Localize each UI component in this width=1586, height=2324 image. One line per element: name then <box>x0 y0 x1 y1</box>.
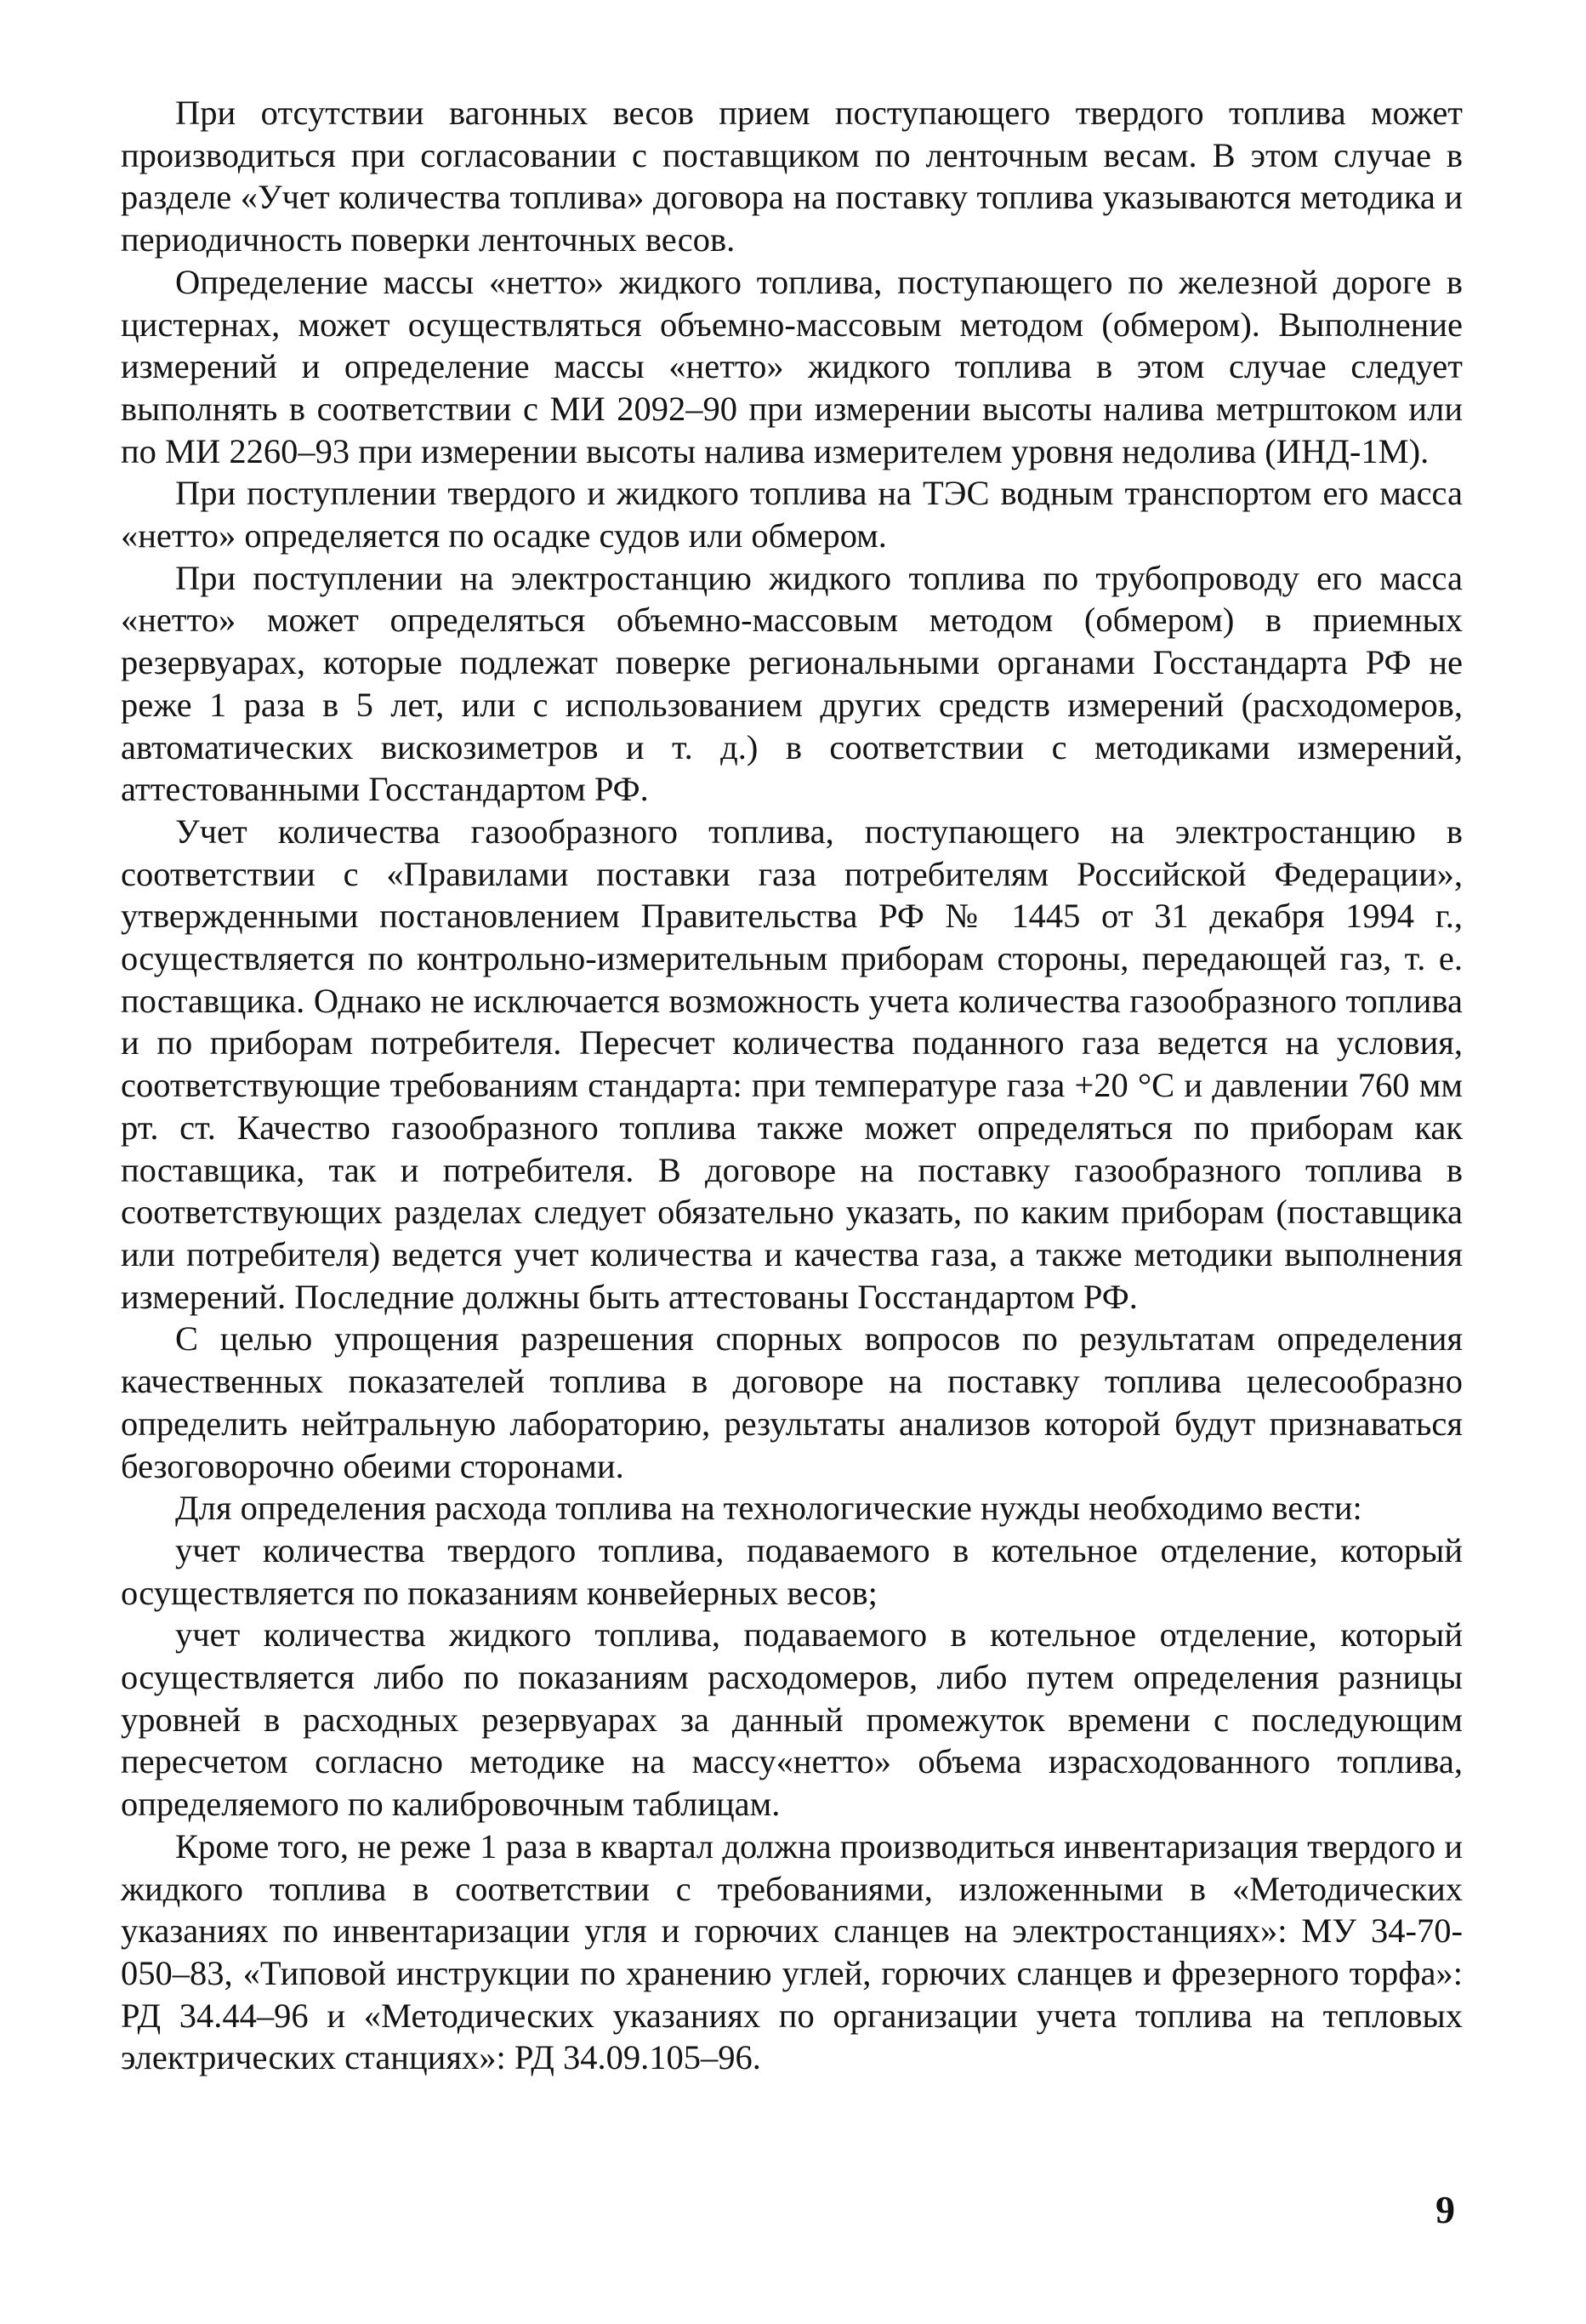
paragraph-7: Для определения расхода топлива на технологические нужды необходимо вести: <box>175 1489 1362 1528</box>
paragraph-6: С целью упрощения разрешения спорных вопросов по результатам определения качественных показателей топлива в договоре на поставку топлива целесообразно определить нейтральную лабораторию, результаты анализов которой будут признаваться безоговорочно обеими сторонами. <box>121 1319 1463 1485</box>
page-body <box>121 92 1463 2079</box>
paragraph-4: При поступлении на электростанцию жидкого топлива по трубопроводу его масса «нетто» может определяться объемно-массовым методом (обмером) в приемных резервуарах, которые подлежат поверке региональными органами Госстандарта РФ не реже 1 раза в 5 лет, или с использованием других средств измерений (расходомеров, автоматических вискозиметров и т. д.) в соответствии с методиками измерений, аттестованными Госстандартом РФ. <box>121 558 1463 809</box>
paragraph-3: При поступлении твердого и жидкого топлива на ТЭС водным транспортом его масса «нетто» определяется по осадке судов или обмером. <box>121 474 1463 555</box>
paragraph-10: Кроме того, не реже 1 раза в квартал должна производиться инвентаризация твердого и жидкого топлива в соответствии с требованиями, изложенными в «Методических указаниях по инвентаризации угля и горючих сланцев на электростанциях»: МУ 34-70-050–83, «Типовой инструкции по хранению углей, горючих сланцев и фрезерного торфа»: РД 34.44–96 и «Методических указаниях по организации учета топлива на тепловых электрических станциях»: РД 34.09.105–96. <box>121 1826 1463 2077</box>
paragraph-9: учет количества жидкого топлива, подаваемого в котельное отделение, который осуществляется либо по показаниям расходомеров, либо путем определения разницы уровней в расходных резервуарах за данный промежуток времени с последующим пересчетом согласно методике на массу«нетто» объема израсходованного топлива, определяемого по калибровочным таблицам. <box>121 1615 1463 1824</box>
paragraph-5: Учет количества газообразного топлива, поступающего на электростанцию в соответствии с «Правилами поставки газа потребителям Российской Федерации», утвержденными постановлением Правительства РФ № 1445 от 31 декабря 1994 г., осуществляется по контрольно-измерительным приборам стороны, передающей газ, т. е. поставщика. Однако не исключается возможность учета количества газообразного топлива и по приборам потребителя. Пересчет количества поданного газа ведется на условия, соответствующие требованиям стандарта: при температуре газа +20 °С и давлении 760 мм рт. ст. Качество газообразного топлива также может определяться по приборам как поставщика, так и потребителя. В договоре на поставку газообразного топлива в соответствующих разделах следует обязательно указать, по каким приборам (поставщика или потребителя) ведется учет количества и качества газа, а также методики выполнения измерений. Последние должны быть аттестованы Госстандартом РФ. <box>121 812 1463 1316</box>
paragraph-2: Определение массы «нетто» жидкого топлива, поступающего по железной дороге в цистернах, может осуществляться объемно-массовым методом (обмером). Выполнение измерений и определение массы «нетто» жидкого топлива в этом случае следует выполнять в соответствии с МИ 2092–90 при измерении высоты налива метрштоком или по МИ 2260–93 при измерении высоты налива измерителем уровня недолива (ИНД-1М). <box>121 262 1463 470</box>
page-number: 9 <box>1435 2188 1455 2231</box>
paragraph-8: учет количества твердого топлива, подаваемого в котельное отделение, который осуществляется по показаниям конвейерных весов; <box>121 1530 1463 1612</box>
paragraph-1: При отсутствии вагонных весов прием поступающего твердого топлива может производиться при согласовании с поставщиком по ленточным весам. В этом случае в разделе «Учет количества топлива» договора на поставку топлива указываются методика и периодичность поверки ленточных весов. <box>121 94 1463 259</box>
